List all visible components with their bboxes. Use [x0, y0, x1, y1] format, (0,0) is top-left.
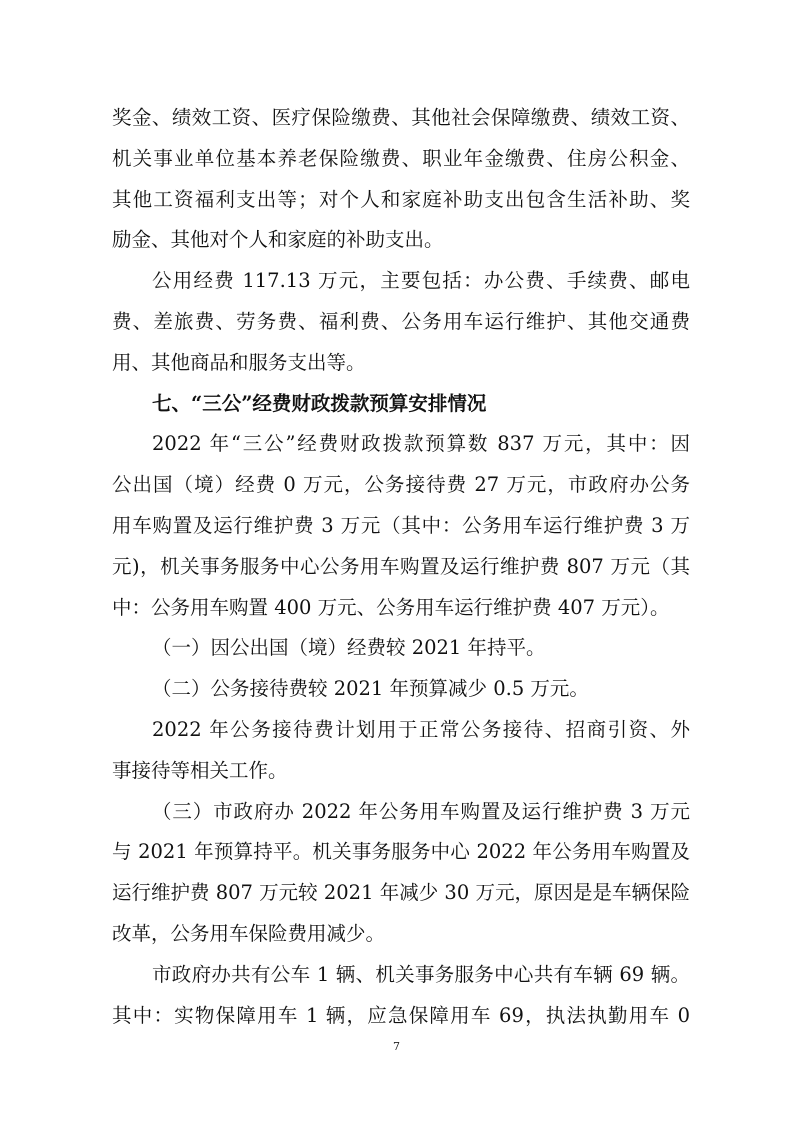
text-line: 用车购置及运行维护费 3 万元（其中：公务用车运行维护费 3 万 [112, 514, 690, 537]
text-line: 市政府办共有公车 1 辆、机关事务服务中心共有车辆 69 辆。 [152, 963, 690, 986]
text-line: 中：公务用车购置 400 万元、公务用车运行维护费 407 万元）。 [112, 596, 670, 619]
text-line: 事接待等相关工作。 [112, 759, 288, 782]
text-line: 用、其他商品和服务支出等。 [112, 351, 366, 374]
text-line: 奖金、绩效工资、医疗保险缴费、其他社会保障缴费、绩效工资、 [112, 106, 690, 129]
text-line: 其他工资福利支出等；对个人和家庭补助支出包含生活补助、奖 [112, 188, 690, 211]
text-line: 其中：实物保障用车 1 辆，应急保障用车 69，执法执勤用车 0 [112, 1004, 690, 1027]
text-line: （二）公务接待费较 2021 年预算减少 0.5 万元。 [152, 677, 589, 700]
text-line: 费、差旅费、劳务费、福利费、公务用车运行维护、其他交通费 [112, 310, 690, 333]
text-line: 2022 年“三公”经费财政拨款预算数 837 万元，其中：因 [152, 432, 690, 455]
text-line: （三）市政府办 2022 年公务用车购置及运行维护费 3 万元 [152, 800, 690, 823]
text-line: 运行维护费 807 万元较 2021 年减少 30 万元，原因是是车辆保险 [112, 881, 690, 904]
text-line: （一）因公出国（境）经费较 2021 年持平。 [152, 636, 546, 659]
text-line: 改革，公务用车保险费用减少。 [112, 922, 386, 945]
text-line: 2022 年公务接待费计划用于正常公务接待、招商引资、外 [152, 718, 690, 741]
text-line: 元)，机关事务服务中心公务用车购置及运行维护费 807 万元（其 [112, 555, 690, 578]
text-line: 机关事业单位基本养老保险缴费、职业年金缴费、住房公积金、 [112, 147, 690, 170]
text-line: 公出国（境）经费 0 万元，公务接待费 27 万元，市政府办公务 [112, 473, 690, 496]
section-heading: 七、“三公”经费财政拨款预算安排情况 [152, 392, 487, 415]
text-line: 励金、其他对个人和家庭的补助支出。 [112, 228, 444, 251]
text-line: 与 2021 年预算持平。机关事务服务中心 2022 年公务用车购置及 [112, 840, 690, 863]
page-number: 7 [393, 1040, 400, 1053]
text-line: 公用经费 117.13 万元，主要包括：办公费、手续费、邮电 [152, 269, 690, 292]
